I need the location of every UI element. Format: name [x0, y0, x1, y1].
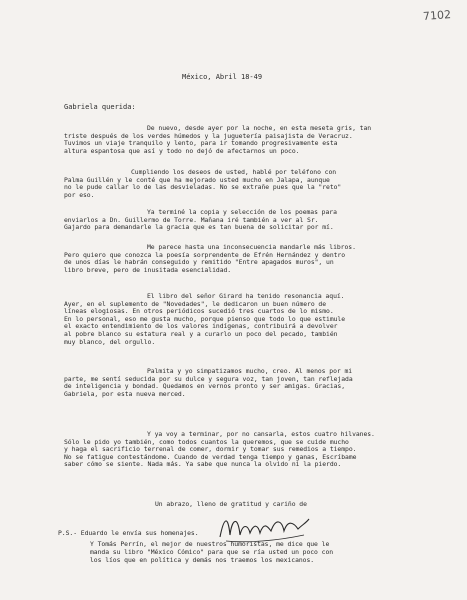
postscript-line: Y Tomás Perrín, el mejor de nuestros humoristas, me dice que le — [90, 540, 330, 548]
letter-line: de unos días le habrán conseguido y remitido "Entre apagados muros", un — [64, 258, 334, 267]
letter-line: el exacto entendimiento de los valores indígenas, contribuirá a devolver — [64, 322, 338, 331]
letter-line: Me parece hasta una inconsecuencia mandarle más libros. — [147, 243, 356, 251]
letter-line: triste después de los verdes húmedos y la juguetería paisajista de Veracruz. — [64, 131, 353, 140]
letter-line: Palma Guillén y le conté que ha mejorado usted mucho en Jalapa, aunque — [64, 175, 330, 184]
letter-line: enviarlos a Dn. Guillermo de Torre. Mañana iré también a ver al Sr. — [64, 215, 319, 224]
place-date: México, Abril 18-49 — [182, 73, 263, 81]
letter-line: Ayer, en el suplemento de "Novedades", le dedicaron un buen número de — [64, 299, 327, 308]
letter-line: Palmita y yo simpatizamos mucho, creo. Al menos por mi — [147, 367, 353, 375]
letter-line: Cumpliendo los deseos de usted, hablé por teléfono con — [131, 168, 337, 176]
postscript-line: manda su libro "México Cómico" para que se ría usted un poco con — [90, 548, 334, 556]
letter-line: líneas elogiosas. En otros periódicos sucedió tres cuartos de lo mismo. — [64, 307, 334, 316]
letter-line: saber cómo se siente. Nada más. Ya sabe que nunca la olvido ni la pierdo. — [64, 460, 342, 469]
letter-line: Sólo le pido yo también, como todos cuantos la queremos, que se cuide mucho — [64, 437, 349, 446]
letter-line: de inteligencia y bondad. Quedamos en vernos pronto y ser amigas. Gracias, — [64, 382, 346, 391]
letter-line: no le pude callar lo de las desvieladas. No se extrañe pues que la "reto" — [64, 183, 342, 192]
letter-line: libro breve, pero de inusitada esencialidad. — [64, 265, 232, 274]
salutation: Gabriela querida: — [64, 103, 136, 111]
postscript-line: P.S.- Eduardo le envía sus homenajes. — [58, 529, 199, 537]
letter-line: Gabriela, por esta nueva merced. — [64, 389, 186, 398]
letter-line: Y ya voy a terminar, por no cansarla, estos cuatro hilvanes. — [147, 430, 375, 438]
letter-line: De nuevo, desde ayer por la noche, en esta meseta gris, tan — [147, 124, 372, 132]
closing-line: Un abrazo, lleno de gratitud y cariño de — [155, 500, 307, 508]
letter-line: Gajardo para demandarle la gracia que es tan buena de solicitar por mí. — [64, 223, 334, 232]
letter-line: por eso. — [64, 190, 95, 199]
letter-line: Pero quiero que conozca la poesía sorprendente de Efrén Hernández y dentro — [64, 250, 346, 259]
letter-line: al pobre blanco su estatura real y a curarlo un poco del pecado, también — [64, 330, 338, 338]
letter-line: Ya terminé la copia y selección de los poemas para — [147, 208, 337, 216]
letter-line: El libro del señor Girard ha tenido resonancia aquí. — [147, 292, 345, 300]
postscript-line: los líos que en política y demás nos traemos los mexicanos. — [90, 556, 315, 564]
letter-line: No se fatigue contestándome. Cuando de verdad tenga tiempo y ganas, Escríbame — [64, 452, 357, 461]
letter-line: Tuvimos un viaje tranquilo y lento, para ir tomando progresivamente esta — [64, 139, 338, 148]
letter-line: altura espantosa que así y todo no dejó de afectarnos un poco. — [64, 146, 300, 155]
letter-line: muy blanco, del orgullo. — [64, 337, 156, 346]
letter-line: En lo personal, eso me gusta mucho, porque pienso que todo lo que estimule — [64, 314, 346, 323]
letter-line: y haga el sacrificio terrenal de comer, dormir y tomar sus remedios a tiempo. — [64, 445, 357, 454]
letter-line: parte, me sentí seducida por su dulce y segura voz, tan joven, tan reflejada — [64, 374, 353, 383]
archive-number: 7102 — [422, 8, 452, 23]
